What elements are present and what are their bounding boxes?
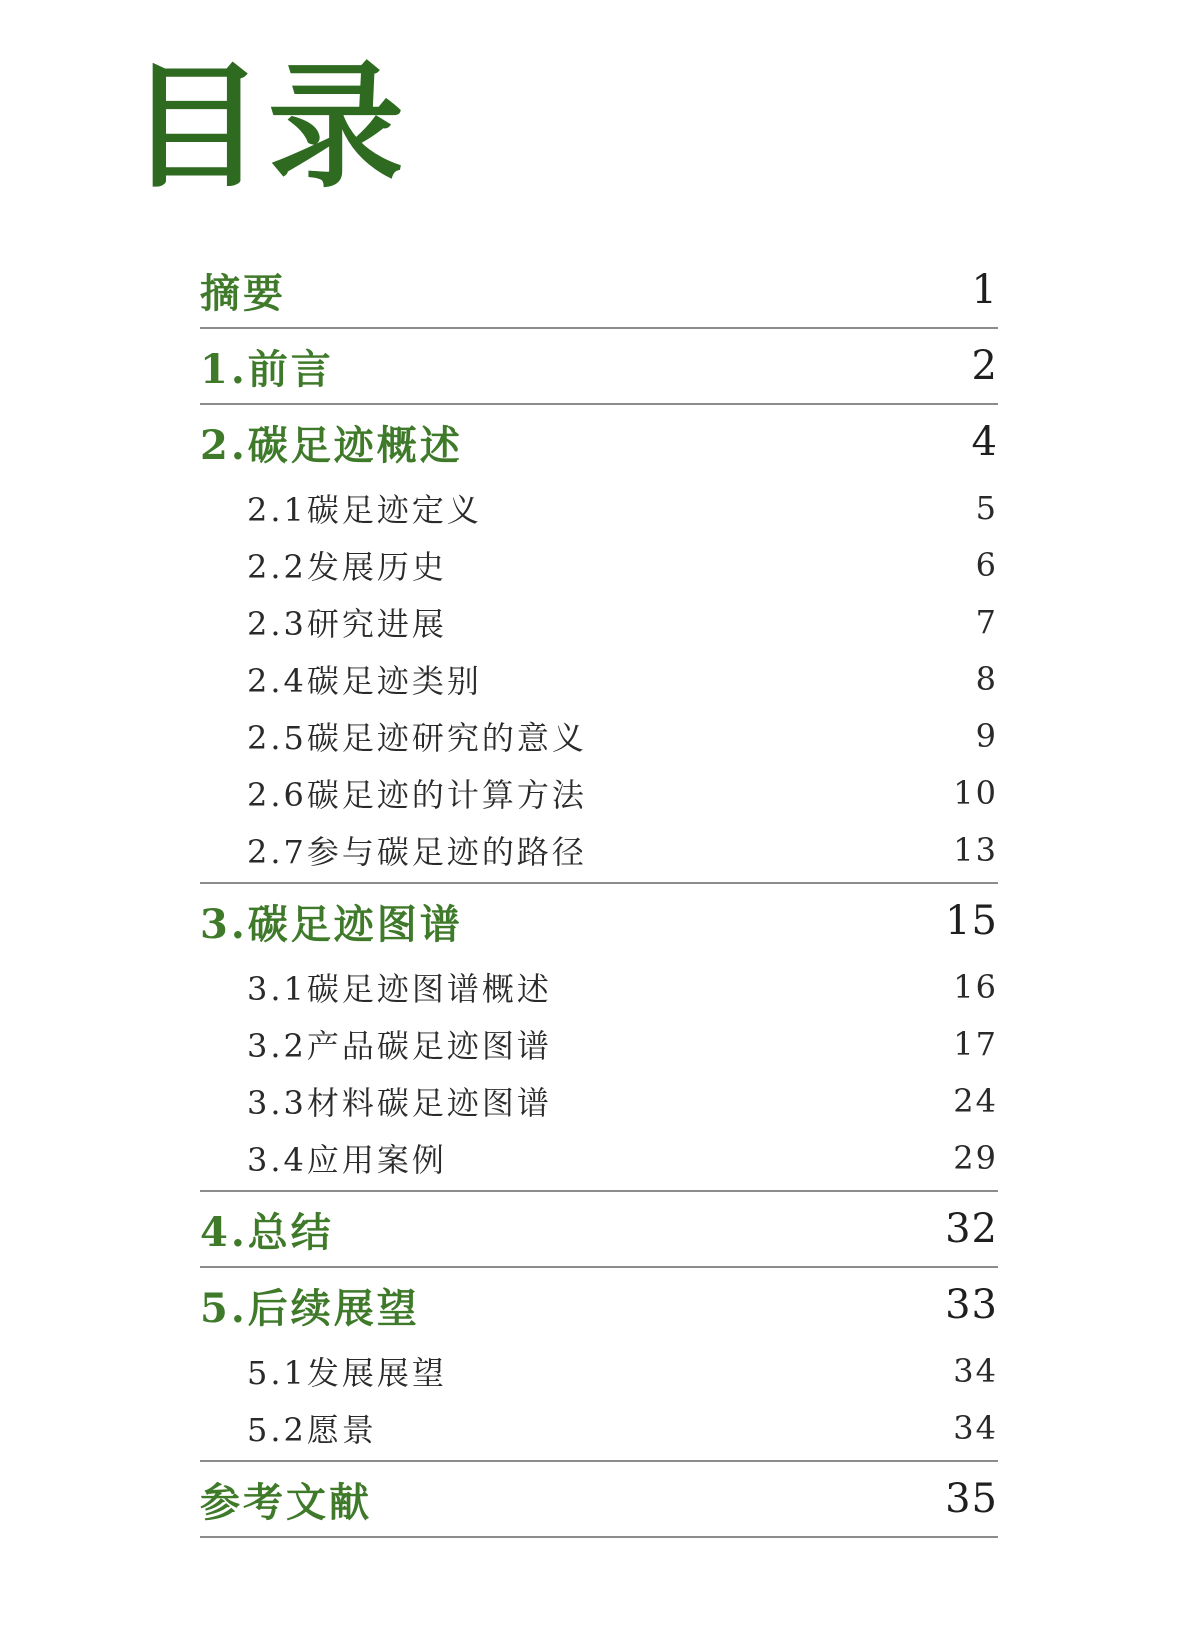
toc-entry-overview[interactable] [200, 405, 998, 479]
toc-subentry-page: 29 [953, 1138, 998, 1177]
toc-entry-label: 3.碳足迹图谱 [200, 900, 463, 948]
toc-subentry-label: 3.4应用案例 [247, 1140, 447, 1179]
toc-subentry-page: 17 [953, 1024, 998, 1063]
toc-subentry-page: 34 [953, 1408, 998, 1447]
toc-subentry-label: 3.1碳足迹图谱概述 [247, 969, 552, 1008]
toc-subentry-label: 3.2产品碳足迹图谱 [247, 1026, 552, 1065]
toc-subentry[interactable] [200, 1015, 998, 1072]
toc-subsection-list [200, 958, 998, 1190]
toc-subentry-page: 13 [953, 830, 998, 869]
toc-subentry-label: 5.1发展展望 [247, 1353, 447, 1392]
toc-entry-outlook[interactable] [200, 1268, 998, 1342]
toc-subsection-list [200, 479, 998, 882]
toc-section [200, 329, 998, 405]
toc-subentry[interactable] [200, 958, 998, 1015]
toc-subentry-page: 24 [953, 1081, 998, 1120]
toc-entry-label: 4.总结 [200, 1208, 334, 1256]
toc-entry-label: 摘要 [200, 269, 286, 317]
page-title: 目录 [128, 47, 408, 207]
toc-subentry[interactable] [200, 1342, 998, 1399]
toc-section [200, 1268, 998, 1462]
toc-subentry[interactable] [200, 1072, 998, 1129]
toc-section [200, 253, 998, 329]
toc-entry-page: 35 [945, 1476, 998, 1522]
toc-section [200, 405, 998, 884]
toc-section [200, 1192, 998, 1268]
toc-subentry-label: 3.3材料碳足迹图谱 [247, 1083, 552, 1122]
toc-subentry-page: 8 [975, 659, 998, 698]
toc-entry-page: 33 [945, 1282, 998, 1328]
toc-subentry[interactable] [200, 536, 998, 593]
toc-entry-page: 2 [971, 343, 998, 389]
toc-subentry-label: 2.4碳足迹类别 [247, 661, 482, 700]
toc-subentry-page: 10 [953, 773, 998, 812]
toc-entry-label: 2.碳足迹概述 [200, 421, 463, 469]
toc-subentry-label: 2.5碳足迹研究的意义 [247, 718, 587, 757]
toc-subentry-page: 6 [975, 545, 998, 584]
toc-section [200, 1462, 998, 1538]
toc-subsection-list [200, 1342, 998, 1460]
toc-subentry-label: 5.2愿景 [247, 1410, 377, 1449]
toc-subentry-label: 2.6碳足迹的计算方法 [247, 775, 587, 814]
toc-subentry[interactable] [200, 479, 998, 536]
toc-subentry[interactable] [200, 764, 998, 821]
toc-entry-preface[interactable] [200, 329, 998, 403]
toc-entry-abstract[interactable] [200, 253, 998, 327]
toc-entry-summary[interactable] [200, 1192, 998, 1266]
toc-subentry-page: 16 [953, 967, 998, 1006]
toc-section [200, 884, 998, 1192]
toc-subentry[interactable] [200, 1129, 998, 1186]
toc-entry-label: 1.前言 [200, 345, 334, 393]
table-of-contents [200, 253, 998, 1538]
toc-subentry[interactable] [200, 650, 998, 707]
toc-subentry-label: 2.7参与碳足迹的路径 [247, 832, 587, 871]
toc-subentry-page: 7 [975, 602, 998, 641]
toc-subentry-page: 9 [975, 716, 998, 755]
toc-subentry-page: 34 [953, 1351, 998, 1390]
toc-subentry[interactable] [200, 1399, 998, 1456]
toc-subentry[interactable] [200, 593, 998, 650]
toc-entry-atlas[interactable] [200, 884, 998, 958]
toc-subentry[interactable] [200, 821, 998, 878]
toc-subentry-label: 2.1碳足迹定义 [247, 490, 482, 529]
toc-entry-label: 5.后续展望 [200, 1284, 420, 1332]
toc-subentry-page: 5 [975, 488, 998, 527]
toc-subentry[interactable] [200, 707, 998, 764]
toc-entry-references[interactable] [200, 1462, 998, 1536]
toc-entry-page: 32 [945, 1206, 998, 1252]
toc-subentry-label: 2.3研究进展 [247, 604, 447, 643]
toc-entry-page: 1 [971, 267, 998, 313]
toc-entry-page: 4 [971, 419, 998, 465]
toc-subentry-label: 2.2发展历史 [247, 547, 447, 586]
toc-entry-page: 15 [945, 898, 998, 944]
toc-entry-label: 参考文献 [200, 1478, 372, 1526]
